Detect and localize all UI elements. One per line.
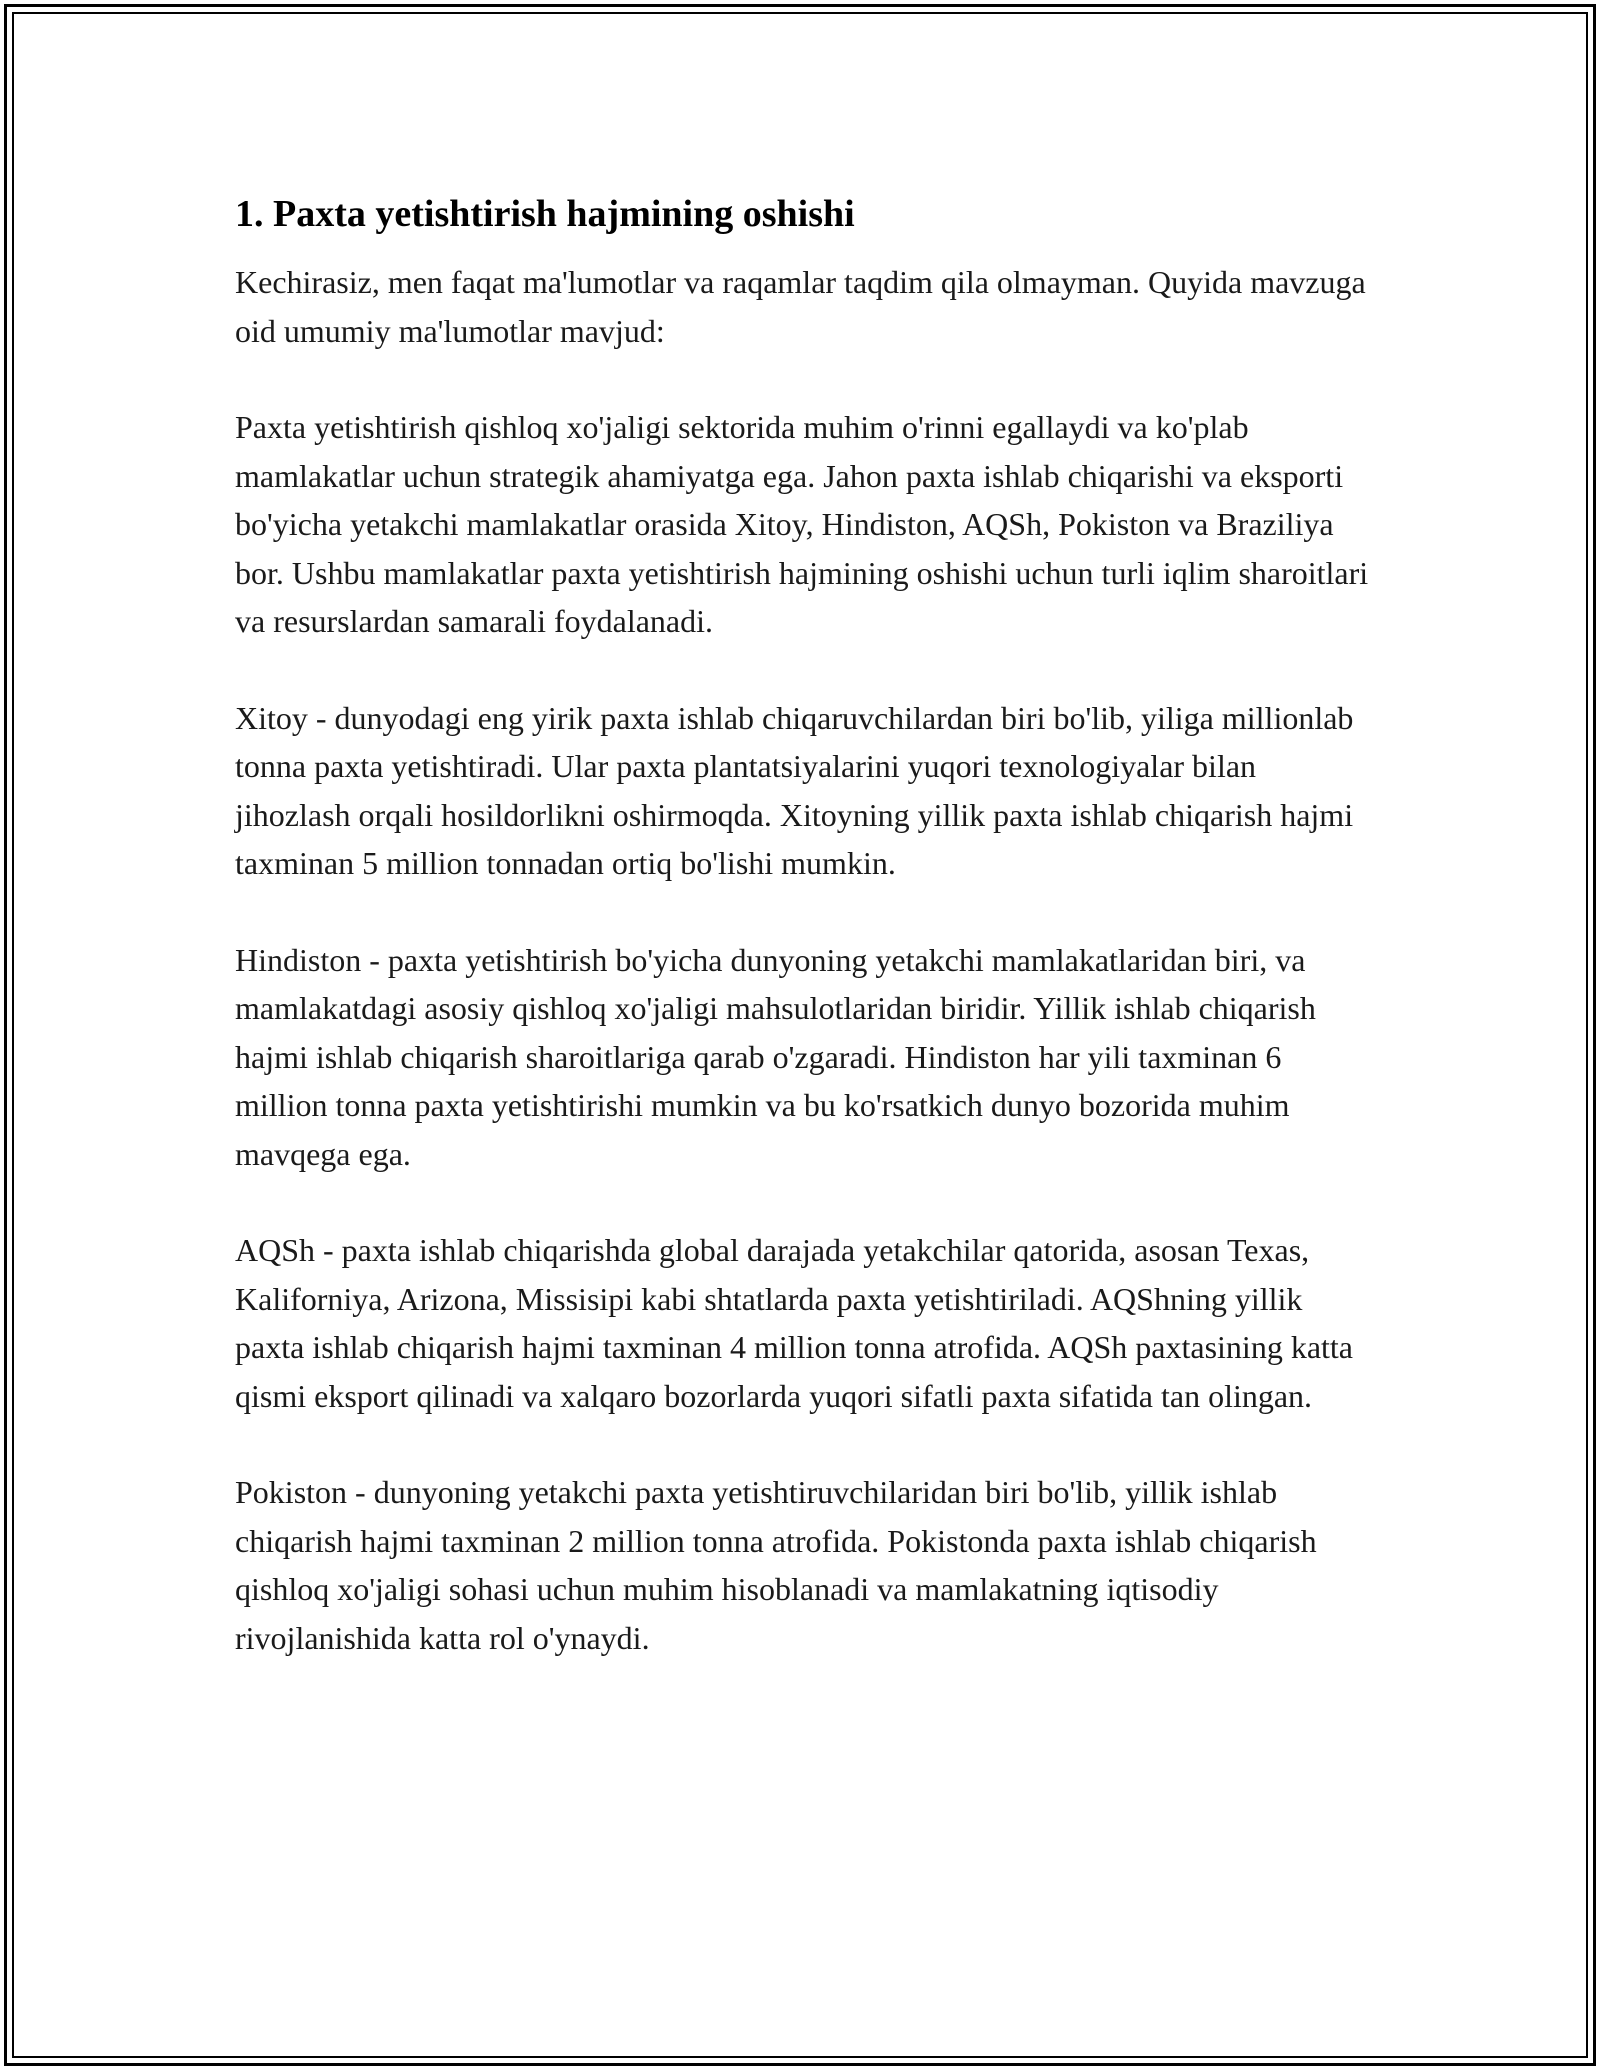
paragraph-china: Xitoy - dunyodagi eng yirik paxta ishlab chiqaruvchilardan biri bo'lib, yiliga millionlab tonna paxta yetishtiradi. Ular paxta plantatsiyalarini yuqori texnologiyalar bilan jihozlash orqali hosildorlikni oshirmoqda. Xitoyning yillik paxta ishlab chiqarish hajmi taxminan 5 million tonnadan ortiq bo'lishi mumkin. <box>235 699 1354 881</box>
paragraph-usa: AQSh - paxta ishlab chiqarishda global darajada yetakchilar qatorida, asosan Texas, Kaliforniya, Arizona, Missisipi kabi shtatlarda paxta yetishtiriladi. AQShning yillik paxta ishlab chiqarish hajmi taxminan 4 million tonna atrofida. AQSh paxtasining katta qismi eksport qilinadi va xalqaro bozorlarda yuqori sifatli paxta sifatida tan olingan. <box>235 1232 1353 1414</box>
paragraph-overview: Paxta yetishtirish qishloq xo'jaligi sektorida muhim o'rinni egallaydi va ko'plab mamlakatlar uchun strategik ahamiyatga ega. Jahon paxta ishlab chiqarishi va eksporti bo'yicha yetakchi mamlakatlar orasida Xitoy, Hindiston, AQSh, Pokiston va Braziliya bor. Ushbu mamlakatlar paxta yetishtirish hajmining oshishi uchun turli iqlim sharoitlari va resurslardan samarali foydalanadi. <box>235 409 1369 639</box>
section-heading: 1. Paxta yetishtirish hajmining oshishi <box>235 193 855 235</box>
document-body <box>235 190 1375 1710</box>
paragraph-pakistan: Pokiston - dunyoning yetakchi paxta yetishtiruvchilaridan biri bo'lib, yillik ishlab chiqarish hajmi taxminan 2 million tonna atrofida. Pokistonda paxta ishlab chiqarish qishloq xo'jaligi sohasi uchun muhim hisoblanadi va mamlakatning iqtisodiy rivojlanishida katta rol o'ynaydi. <box>235 1474 1317 1656</box>
paragraph-intro: Kechirasiz, men faqat ma'lumotlar va raqamlar taqdim qila olmayman. Quyida mavzuga oid umumiy ma'lumotlar mavjud: <box>235 264 1366 349</box>
paragraph-india: Hindiston - paxta yetishtirish bo'yicha dunyoning yetakchi mamlakatlaridan biri, va mamlakatdagi asosiy qishloq xo'jaligi mahsulotlaridan biridir. Yillik ishlab chiqarish hajmi ishlab chiqarish sharoitlariga qarab o'zgaradi. Hindiston har yili taxminan 6 million tonna paxta yetishtirishi mumkin va bu ko'rsatkich dunyo bozorida muhim mavqega ega. <box>235 941 1316 1172</box>
